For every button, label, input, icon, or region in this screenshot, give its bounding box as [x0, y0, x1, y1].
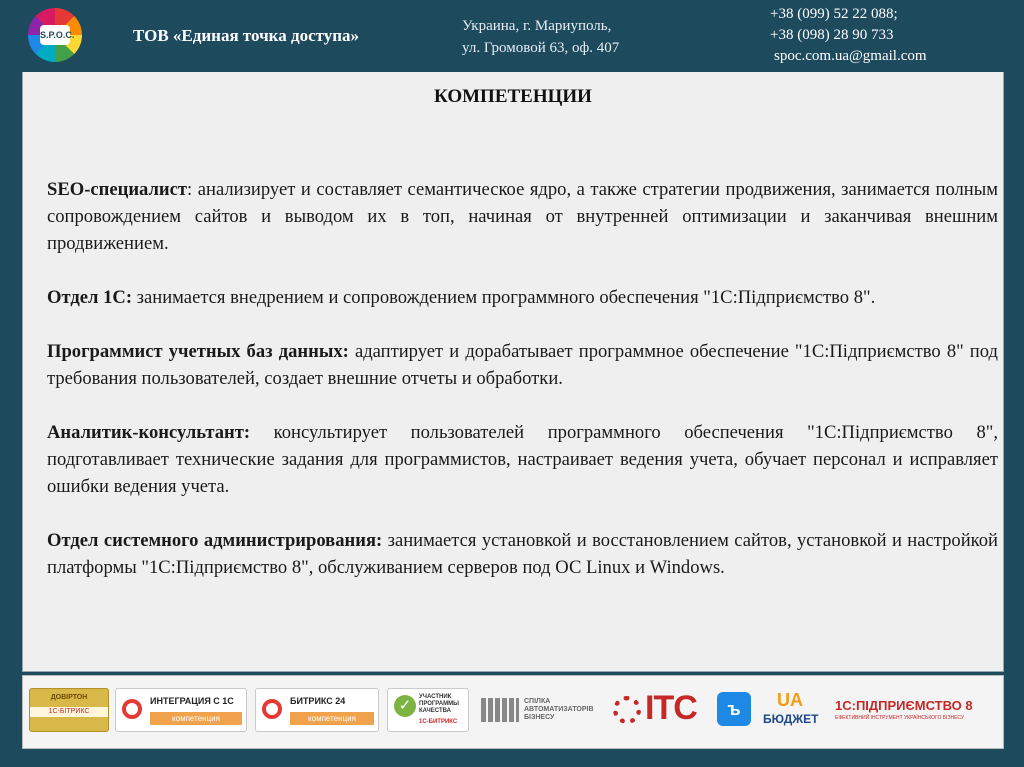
- partner-badge[interactable]: [29, 688, 109, 732]
- competency-paragraph: [47, 338, 998, 392]
- phone-line: +38 (098) 28 90 733: [770, 27, 894, 43]
- competencies-list: [47, 176, 998, 608]
- partner-badge[interactable]: [481, 688, 603, 732]
- ua-logo-icon: ъ: [717, 692, 751, 726]
- partner-badges-bar: [22, 675, 1004, 749]
- badge-subtitle: компетенция: [290, 712, 374, 725]
- badge-subtitle: ЕФЕКТИВНИЙ ІНСТРУМЕНТ УКРАЇНСЬКОГО БІЗНЕСУ: [835, 715, 965, 721]
- badge-title: UA: [777, 690, 803, 710]
- address-line: Украина, г. Мариуполь,: [462, 18, 612, 34]
- logo-text: S.P.O.C.: [40, 25, 70, 45]
- competency-term: Отдел 1С:: [47, 287, 133, 308]
- partner-badge[interactable]: [255, 688, 379, 732]
- badge-subtitle: компетенция: [150, 712, 242, 725]
- partner-badge[interactable]: [713, 688, 831, 732]
- page-title: КОМПЕТЕНЦИИ: [434, 86, 592, 107]
- competency-term: Аналитик-консультант:: [47, 422, 251, 443]
- content-panel: [22, 72, 1004, 672]
- competency-term: Программист учетных баз данных:: [47, 341, 349, 362]
- competency-text: занимается внедрением и сопровождением программного обеспечения "1С:Підприємство 8".: [136, 287, 876, 308]
- company-name: ТОВ «Единая точка доступа»: [133, 26, 360, 45]
- badge-subtitle: 1С-БИТРИКС: [419, 719, 458, 725]
- competency-paragraph: SEO-специалист: анализирует и составляет семантическое ядро, а также стратегии продвижения, занимается полным сопровождением сайтов и выводом их в топ, начиная от внутренней оптимизации и заканчивая внешним продвижением.: [47, 179, 998, 254]
- flower-logo-icon: [613, 696, 641, 724]
- bitrix-ring-icon: [262, 699, 282, 719]
- bitrix-ring-icon: [122, 699, 142, 719]
- badge-title: ИНТЕГРАЦИЯ С 1С: [150, 696, 234, 706]
- header: [0, 0, 1024, 72]
- address-line: ул. Громовой 63, оф. 407: [462, 40, 620, 56]
- badge-title: 1С:ПІДПРИЄМСТВО 8: [835, 698, 973, 713]
- address-block: [462, 15, 619, 59]
- checkmark-icon: ✓: [394, 695, 416, 717]
- competency-text: адаптирует и дорабатывает программное обеспечение "1С:Підприємство 8" под требования пользователей, создает внешние отчеты и обработки.: [47, 341, 998, 389]
- partner-badge[interactable]: [835, 688, 1001, 732]
- badge-title: БИТРИКС 24: [290, 696, 346, 706]
- partner-badge[interactable]: [387, 688, 469, 732]
- badge-title: ДОВІРТОН: [50, 694, 88, 701]
- badge-title: ITC: [645, 689, 697, 727]
- phone-line: +38 (099) 52 22 088;: [770, 6, 898, 22]
- badge-title: УЧАСТНИК ПРОГРАММЫ КАЧЕСТВА: [419, 694, 459, 714]
- competency-paragraph: [47, 419, 998, 500]
- partner-badge[interactable]: [115, 688, 247, 732]
- badge-subtitle: БЮДЖЕТ: [763, 712, 819, 726]
- competency-term: Отдел системного администрирования:: [47, 530, 383, 551]
- competency-term: SEO-специалист: [47, 179, 188, 200]
- partner-badge[interactable]: [613, 688, 705, 732]
- spoc-logo[interactable]: [28, 8, 82, 62]
- competency-text: консультирует пользователей программного обеспечения "1С:Підприємство 8", подготавливает технические задания для программистов, настраивает ведения учета, обучает персонал и исправляет ошибки ведения учета.: [47, 422, 998, 497]
- competency-paragraph: [47, 527, 998, 581]
- grid-logo-icon: [481, 698, 519, 722]
- badge-title: СПІЛКА АВТОМАТИЗАТОРІВ БІЗНЕСУ: [524, 698, 594, 721]
- competency-text: занимается установкой и восстановлением сайтов, установкой и настройкой платформы "1С:Підприємство 8", обслуживанием серверов под ОС Linux и Windows.: [47, 530, 998, 578]
- competency-text: анализирует и составляет семантическое ядро, а также стратегии продвижения, занимается полным сопровождением сайтов и выводом их в топ, начиная от внутренней оптимизации и заканчивая внешним продвижением.: [47, 179, 998, 254]
- email-link[interactable]: spoc.com.ua@gmail.com: [774, 48, 927, 64]
- badge-subtitle: 1С-БІТРИКС: [30, 707, 108, 717]
- competency-paragraph: [47, 284, 998, 311]
- contacts-block: [770, 4, 927, 67]
